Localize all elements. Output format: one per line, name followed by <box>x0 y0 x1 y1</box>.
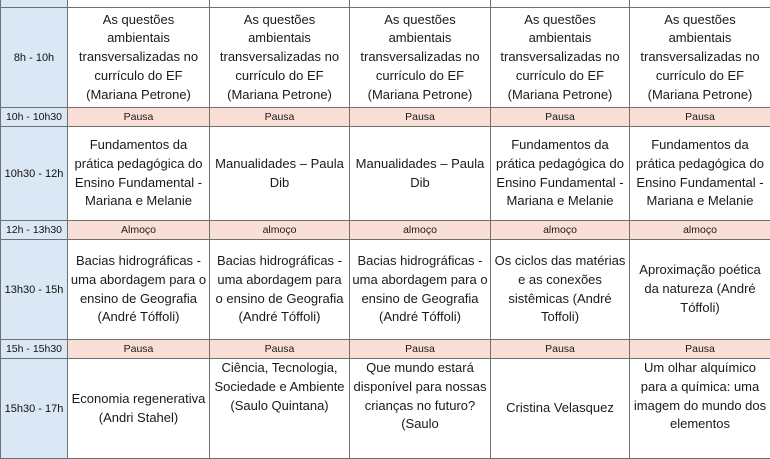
class-row <box>1 127 770 221</box>
break-row <box>1 221 770 240</box>
break-cell: Pausa <box>68 340 210 359</box>
break-cell: Almoço <box>68 221 210 240</box>
clipped-top-row <box>1 0 770 8</box>
session-cell: Fundamentos da prática pedagógica do Ensino Fundamental - Mariana e Melanie <box>68 127 210 221</box>
session-cell: As questões ambientais transversalizadas no currículo do EF (Mariana Petrone) <box>630 8 770 108</box>
session-cell: Bacias hidrográficas - uma abordagem para o ensino de Geografia (André Tóffoli) <box>68 240 210 340</box>
break-cell: almoço <box>350 221 491 240</box>
session-cell: As questões ambientais transversalizadas no currículo do EF (Mariana Petrone) <box>68 8 210 108</box>
break-cell: almoço <box>630 221 770 240</box>
session-cell: Manualidades – Paula Dib <box>210 127 350 221</box>
session-cell: As questões ambientais transversalizadas no currículo do EF (Mariana Petrone) <box>491 8 630 108</box>
break-row <box>1 108 770 127</box>
session-cell: Bacias hidrográficas - uma abordagem para o ensino de Geografia (André Tóffoli) <box>350 240 491 340</box>
break-cell: Pausa <box>210 340 350 359</box>
break-cell: Pausa <box>630 108 770 127</box>
break-cell: Pausa <box>210 108 350 127</box>
time-slot-label: 10h30 - 12h <box>1 127 68 221</box>
time-slot-label: 10h - 10h30 <box>1 108 68 127</box>
session-cell: Economia regenerativa (Andri Stahel) <box>68 359 210 459</box>
time-slot-label: 13h30 - 15h <box>1 240 68 340</box>
session-cell: Fundamentos da prática pedagógica do Ensino Fundamental - Mariana e Melanie <box>630 127 770 221</box>
session-cell: Um olhar alquímico para a química: uma imagem do mundo dos elementos <box>630 359 770 459</box>
session-cell: Fundamentos da prática pedagógica do Ensino Fundamental - Mariana e Melanie <box>491 127 630 221</box>
break-cell: Pausa <box>350 108 491 127</box>
break-row <box>1 340 770 359</box>
session-cell: Que mundo estará disponível para nossas crianças no futuro? (Saulo <box>350 359 491 459</box>
schedule-cell <box>491 0 630 8</box>
session-cell: Bacias hidrográficas - uma abordagem para o ensino de Geografia (André Tóffoli) <box>210 240 350 340</box>
time-cell <box>1 0 68 8</box>
session-cell: As questões ambientais transversalizadas no currículo do EF (Mariana Petrone) <box>210 8 350 108</box>
time-slot-label: 12h - 13h30 <box>1 221 68 240</box>
session-cell: Cristina Velasquez <box>491 359 630 459</box>
break-cell: almoço <box>491 221 630 240</box>
break-cell: Pausa <box>68 108 210 127</box>
schedule-cell <box>210 0 350 8</box>
break-cell: almoço <box>210 221 350 240</box>
class-row <box>1 240 770 340</box>
break-cell: Pausa <box>630 340 770 359</box>
schedule-cell <box>68 0 210 8</box>
break-cell: Pausa <box>491 108 630 127</box>
schedule-cell <box>630 0 770 8</box>
break-cell: Pausa <box>350 340 491 359</box>
time-slot-label: 8h - 10h <box>1 8 68 108</box>
schedule-cell <box>350 0 491 8</box>
session-cell: As questões ambientais transversalizadas no currículo do EF (Mariana Petrone) <box>350 8 491 108</box>
break-cell: Pausa <box>491 340 630 359</box>
session-cell: Manualidades – Paula Dib <box>350 127 491 221</box>
session-cell: Ciência, Tecnologia, Sociedade e Ambiente (Saulo Quintana) <box>210 359 350 459</box>
time-slot-label: 15h - 15h30 <box>1 340 68 359</box>
time-slot-label: 15h30 - 17h <box>1 359 68 459</box>
class-row <box>1 359 770 459</box>
session-cell: Os ciclos das matérias e as conexões sistêmicas (André Toffoli) <box>491 240 630 340</box>
session-cell: Aproximação poética da natureza (André Tóffoli) <box>630 240 770 340</box>
class-row <box>1 8 770 108</box>
